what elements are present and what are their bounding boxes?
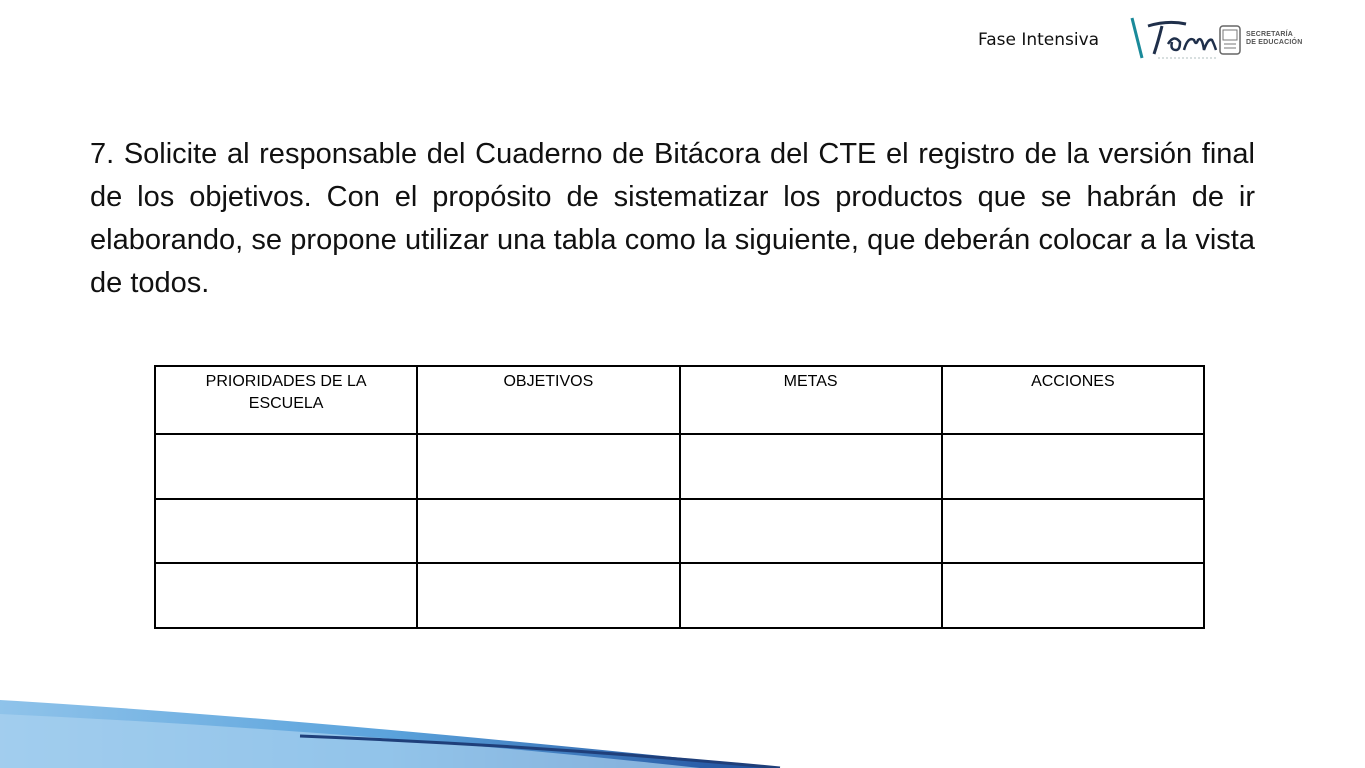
header-acciones: ACCIONES [942,366,1204,434]
table-row [155,434,1204,499]
table-cell [417,563,679,628]
planning-table [154,365,1205,629]
table-cell [155,434,417,499]
table-cell [680,563,942,628]
table-cell [417,434,679,499]
header-prioridades: PRIORIDADES DE LA ESCUELA [155,366,417,434]
table-row [155,499,1204,564]
table-cell [680,499,942,564]
secretaria-line1: SECRETARÍA [1246,31,1293,38]
table-header-row [155,366,1204,434]
table-cell [942,434,1204,499]
header-phase-label: Fase Intensiva [978,30,1100,50]
table-cell [417,499,679,564]
table-cell [942,563,1204,628]
instruction-text: 7. Solicite al responsable del Cuaderno de Bitácora del CTE el registro de la versión final de los objetivos. Con el propósito de sistematizar los productos que se habrán de ir elaborando, se propone utilizar una tabla como la siguiente, que deberán colocar a la vista de todos. [90,138,1255,299]
secretaria-logo-text [1246,31,1302,47]
table-cell [680,434,942,499]
footer-decoration [0,690,800,768]
table-cell [155,499,417,564]
secretaria-line2: DE EDUCACIÓN [1246,39,1303,46]
table-cell [155,563,417,628]
table-row [155,563,1204,628]
tam-logo-text: Tam [1328,214,1330,215]
state-seal-icon [1218,24,1242,56]
table-cell [942,499,1204,564]
header-objetivos: OBJETIVOS [417,366,679,434]
header-metas: METAS [680,366,942,434]
